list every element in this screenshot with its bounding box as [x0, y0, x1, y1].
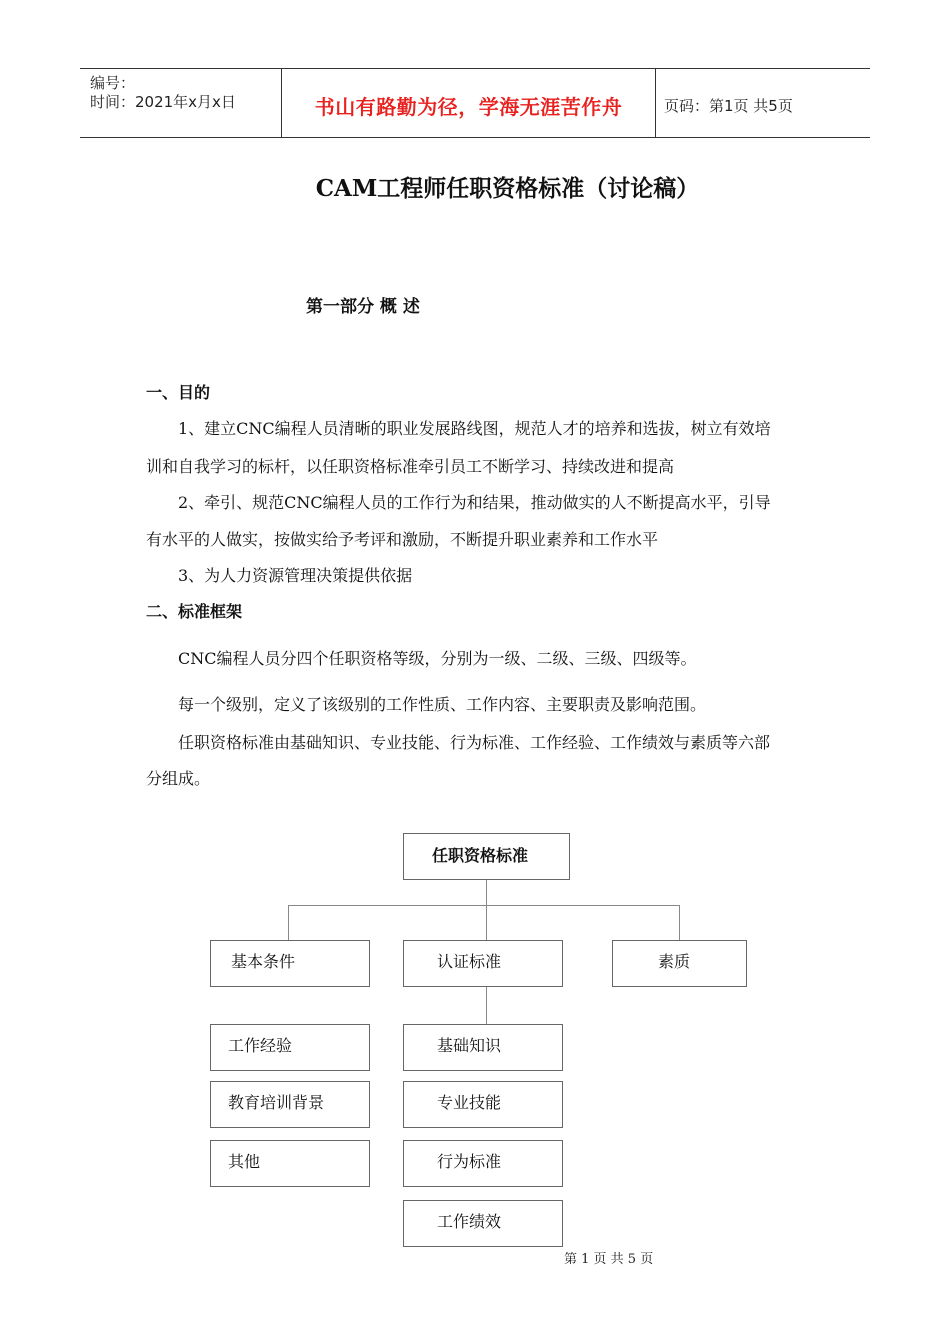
section2-p2: 每一个级别，定义了该级别的工作性质、工作内容、主要职责及影响范围。 [178, 695, 707, 714]
section1-p2-line2: 有水平的人做实，按做实给予考评和激励，不断提升职业素养和工作水平 [146, 530, 659, 549]
page-footer: 第 1 页 共 5 页 [564, 1252, 654, 1267]
header-motto-cell [281, 69, 656, 137]
chart-root-label: 任职资格标准 [432, 846, 529, 865]
section1-p1-line1: 1、建立CNC编程人员清晰的职业发展路线图，规范人才的培养和选拔，树立有效培 [178, 419, 771, 438]
chart-cert-child-box [403, 1024, 563, 1071]
connector-cert-children [486, 986, 487, 1024]
connector-quality [679, 905, 680, 940]
chart-basic-box [210, 940, 370, 987]
motto: 书山有路勤为径，学海无涯苦作舟 [314, 95, 623, 119]
number-label: 编号： [90, 74, 136, 92]
page-info: 页码：第1页 共5页 [664, 97, 793, 115]
chart-cert-box [403, 940, 563, 987]
chart-basic-child-box [210, 1140, 370, 1187]
chart-quality-label: 素质 [658, 952, 691, 971]
chart-cert-child-label: 工作绩效 [437, 1212, 502, 1231]
chart-basic-child-box [210, 1081, 370, 1128]
section2-p3-line1: 任职资格标准由基础知识、专业技能、行为标准、工作经验、工作绩效与素质等六部 [178, 733, 771, 752]
header-info-cell [80, 69, 281, 137]
connector-basic [288, 905, 289, 940]
chart-basic-child-label: 其他 [228, 1152, 261, 1171]
section1-p1-line2: 训和自我学习的标杆，以任职资格标准牵引员工不断学习、持续改进和提高 [146, 457, 675, 476]
chart-quality-box [612, 940, 747, 987]
chart-basic-child-label: 工作经验 [228, 1036, 293, 1055]
section2-p3-line2: 分组成。 [146, 769, 211, 788]
chart-cert-child-box [403, 1081, 563, 1128]
document-title: CAM工程师任职资格标准（讨论稿） [315, 175, 700, 202]
chart-basic-child-label: 教育培训背景 [228, 1093, 325, 1112]
part-heading: 第一部分 概 述 [306, 297, 420, 317]
chart-cert-label: 认证标准 [437, 952, 502, 971]
header-page-cell [656, 69, 870, 137]
connector-root-down [486, 879, 487, 906]
section1-p3: 3、为人力资源管理决策提供依据 [178, 566, 413, 585]
connector-cert [486, 905, 487, 940]
chart-basic-child-box [210, 1024, 370, 1071]
section1-p2-line1: 2、牵引、规范CNC编程人员的工作行为和结果，推动做实的人不断提高水平，引导 [178, 493, 771, 512]
chart-cert-child-box [403, 1140, 563, 1187]
page-header [80, 68, 870, 138]
chart-cert-child-box [403, 1200, 563, 1247]
chart-basic-label: 基本条件 [231, 952, 296, 971]
chart-cert-child-label: 专业技能 [437, 1093, 502, 1112]
connector-horizontal [288, 905, 679, 906]
chart-root-box [403, 833, 570, 880]
time-label: 时间：2021年x月x日 [90, 93, 236, 111]
section2-p1: CNC编程人员分四个任职资格等级，分别为一级、二级、三级、四级等。 [178, 649, 697, 668]
section1-heading: 一、目的 [146, 383, 211, 402]
section2-heading: 二、标准框架 [146, 602, 243, 621]
chart-cert-child-label: 基础知识 [437, 1036, 502, 1055]
chart-cert-child-label: 行为标准 [437, 1152, 502, 1171]
